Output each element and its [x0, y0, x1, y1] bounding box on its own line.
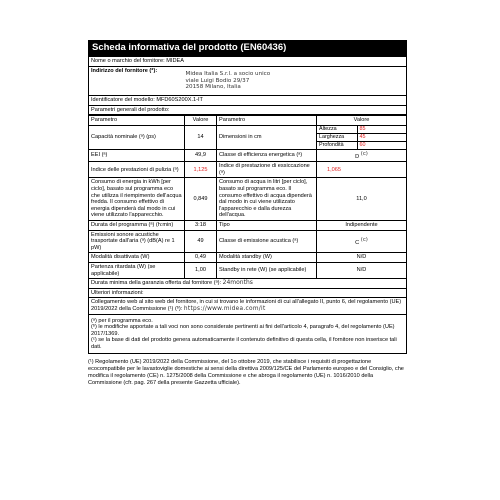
width-value: 45: [357, 133, 406, 141]
capacity-label: Capacità nominale (ᵃ) (ps): [89, 125, 185, 149]
off-mode-value: 0,49: [185, 253, 217, 263]
supplier-table: [88, 56, 407, 115]
address-line: viale Luigi Bodio 29/37: [185, 77, 250, 84]
model-value: MFD60S200X.1-IT: [156, 97, 203, 103]
networked-standby-label: Standby in rete (W) (se applicabile): [217, 262, 317, 278]
energy-consumption-label: Consumo di energia in kWh [per ciclo], basato sul programma eco che utilizza il riempimento dell'acqua fredda. Il consumo effettivo di energia dipenderà dal modo in cui viene utilizzato l'apparecchio.: [89, 178, 185, 221]
supplier-name-label: Nome o marchio del fornitore:: [91, 58, 165, 65]
duration-label: Durata del programma (ᵃ) (h:min): [89, 220, 185, 230]
drying-index-value: 1,065: [317, 162, 407, 178]
footnote-block: [88, 359, 407, 386]
networked-standby-value: N/D: [317, 262, 407, 278]
off-mode-label: Modalità disattivata (W): [89, 253, 185, 263]
noise-class-cell: [317, 230, 407, 253]
general-params-label: Parametri generali del prodotto:: [89, 105, 407, 115]
product-information-sheet: [88, 40, 407, 387]
depth-label: Profondità: [317, 141, 357, 149]
supplier-name-value: MIDEA: [166, 58, 184, 65]
param-header-left: Parametro: [89, 116, 185, 126]
noise-label: Emissioni sonore acustiche trasportate dall'aria (ᵃ) (dB(A) re 1 pW): [89, 230, 185, 253]
cleaning-index-label: Indice delle prestazioni di pulizia (ᵃ): [89, 162, 185, 178]
type-value: Indipendente: [317, 220, 407, 230]
standby-label: Modalità standby (W): [217, 253, 317, 263]
height-value: 85: [357, 126, 406, 134]
dimensions-table: [317, 126, 406, 149]
capacity-row: [89, 125, 407, 149]
duration-row: [89, 220, 407, 230]
model-row: [89, 96, 407, 106]
delay-start-value: 1,00: [185, 262, 217, 278]
dimension-row: [317, 141, 406, 149]
dimensions-cell: [317, 125, 407, 149]
noise-value: 49: [185, 230, 217, 253]
eei-value: 49,9: [185, 149, 217, 161]
energy-class-value: D: [355, 153, 360, 160]
eei-row: [89, 149, 407, 161]
height-label: Altezza: [317, 126, 357, 134]
address-line: 20158 Milano, Italia: [185, 84, 241, 91]
delay-start-row: [89, 262, 407, 278]
dimensions-label: Dimensioni in cm: [217, 125, 317, 149]
additional-info-row: [89, 288, 407, 298]
sheet-title: Scheda informativa del prodotto (EN60436): [88, 40, 407, 56]
header-row: [89, 116, 407, 126]
warranty-label: Durata minima della garanzia offerta dal fornitore (ᵃ):: [91, 280, 222, 287]
depth-value: 60: [357, 141, 406, 149]
cleaning-row: [89, 162, 407, 178]
weblink-row: [89, 298, 407, 314]
energy-class-cell: [317, 149, 407, 161]
address-line: Midea Italia S.r.l. a socio unico: [185, 71, 271, 78]
weblink-text: Collegamento web al sito web del fornitore, in cui si trovano le informazioni di cui all'allegato II, punto 6, del regolamento (UE) 2019/2022 della Commissione (¹) (ᵇ):: [91, 299, 402, 312]
noise-row: [89, 230, 407, 253]
dimension-row: [317, 126, 406, 134]
dimension-row: [317, 133, 406, 141]
supplier-address-label: Indirizzo del fornitore (*):: [89, 67, 184, 96]
note-c: (ᶜ) se la base di dati del prodotto genera automaticamente il contenuto definitivo di questa cella, il fornitore non inserisce tali dati.: [91, 337, 397, 350]
regulation-footnote: (¹) Regolamento (UE) 2019/2022 della Commissione, del 1o ottobre 2019, che stabilisce i requisiti di progettazione ecocompatibile per le lavastoviglie domestiche ai sensi della direttiva 2009/125/CE del Parlamento europeo e del Consiglio, che modifica il regolamento (CE) n. 1275/2008 della Commissione e che abroga il regolamento (UE) n. 1016/2010 della Commissione (cfr. pag. 267 della presente Gazzetta ufficiale).: [88, 359, 404, 386]
supplier-address-value: [184, 67, 407, 96]
noise-class-superscript: (c): [360, 236, 368, 243]
off-mode-row: [89, 253, 407, 263]
energy-class-superscript: (c): [360, 150, 368, 157]
cleaning-index-value: 1,125: [185, 162, 217, 178]
energy-class-label: Classe di efficienza energetica (ᵃ): [217, 149, 317, 161]
supplier-name-row: [89, 57, 407, 67]
delay-start-label: Partenza ritardata (W) (se applicabile): [89, 262, 185, 278]
noise-class-value: C: [355, 239, 360, 246]
width-label: Larghezza: [317, 133, 357, 141]
notes-row: [89, 314, 407, 354]
value-header-right: Valore: [317, 116, 407, 126]
value-header-left: Valore: [185, 116, 217, 126]
capacity-value: 14: [185, 125, 217, 149]
note-b: (ᵇ) le modifiche apportate a tali voci non sono considerate pertinenti ai fini dell'articolo 4, paragrafo 4, del regolamento (UE) 2017/1369.: [91, 324, 395, 337]
weblink-url[interactable]: https://www.midea.com/it: [183, 305, 266, 312]
standby-value: N/D: [317, 253, 407, 263]
warranty-row: [89, 279, 407, 289]
consumption-row: [89, 178, 407, 221]
model-label: Identificatore del modello:: [91, 97, 155, 103]
supplier-address-row: [89, 67, 407, 96]
drying-index-label: Indice di prestazione di essiccazione (ᵃ): [217, 162, 317, 178]
noise-class-label: Classe di emissione acustica (ᵃ): [217, 230, 317, 253]
note-a: (ᵃ) per il programma eco.: [91, 317, 153, 324]
additional-info-label: Ulteriori informazioni:: [89, 288, 407, 298]
energy-consumption-value: 0,849: [185, 178, 217, 221]
param-header-right: Parametro: [217, 116, 317, 126]
water-consumption-value: 11,0: [317, 178, 407, 221]
water-consumption-label: Consumo di acqua in litri [per ciclo], basato sul programma eco. Il consumo effettivo di acqua dipenderà dal modo in cui viene utilizzato l'apparecchio e dalla durezza dell'acqua.: [217, 178, 317, 221]
eei-label: EEI (ᵃ): [89, 149, 185, 161]
warranty-value: 24months: [222, 279, 253, 287]
general-params-row: [89, 105, 407, 115]
parameters-table: [88, 115, 407, 354]
duration-value: 3:18: [185, 220, 217, 230]
type-label: Tipo: [217, 220, 317, 230]
